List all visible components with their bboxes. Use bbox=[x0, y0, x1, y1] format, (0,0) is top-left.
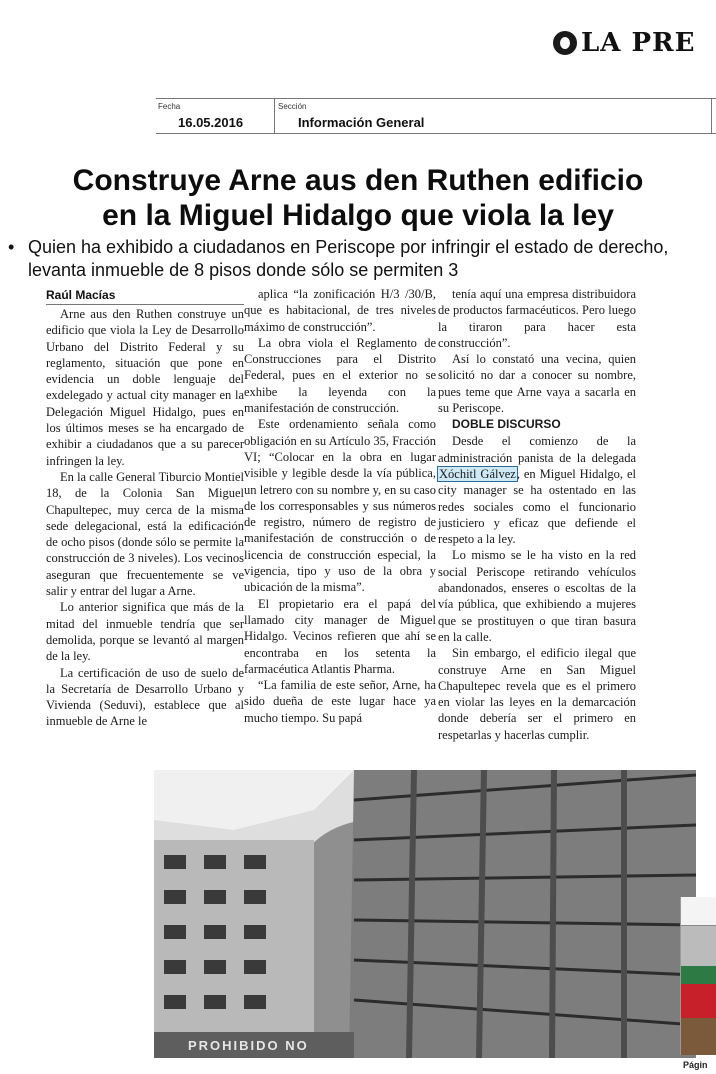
thumb-block bbox=[681, 897, 716, 926]
paragraph bbox=[438, 433, 636, 547]
paragraph: La obra viola el Reglamento de Construcciones para el Distrito Federal, pues en el exterior no se exhibe la leyenda con la manifestación de construcción. bbox=[244, 335, 436, 416]
paragraph: Así lo constató una vecina, quien solicitó no dar a conocer su nombre, pues teme que Arne vaya a sacarla en su Periscope. bbox=[438, 352, 636, 416]
paragraph: Este ordenamiento señala como obligación en su Artículo 35, Fracción VI; “Colocar en la obra en lugar visible y legible desde la vía pública, un letrero con su nombre y, en su caso de los corresponsables y sus números de registro, número de registro de manifestación de construcción o de licencia de construcción especial, la vigencia, tipo y uso de la obra y ubicación de la misma”. bbox=[244, 417, 436, 595]
paragraph: En la calle General Tiburcio Montiel 18, de la Colonia San Miguel Chapultepec, muy cerca de la misma sede delegacional, está la edificación de ocho pisos (donde sólo se permite la construcción de 3 niveles). Los vecinos aseguran que frecuentemente se ve salir y entrar del lugar a Arne. bbox=[46, 469, 244, 599]
article-column-2 bbox=[244, 286, 436, 726]
paragraph: Arne aus den Ruthen construye un edificio que viola la Ley de Desarrollo Urbano del Distrito Federal y su reglamento, situación que pone en evidencia un doble lenguaje del exdelegado y actual city manager en la Delegación Miguel Hidalgo, pues en los últimos meses se ha encargado de exhibir a ciudadanos que a su parecer infringen la ley. bbox=[46, 307, 244, 468]
paragraph: aplica “la zonificación H/3 /30/B, que es habitacional, de tres niveles máximo de construcción”. bbox=[244, 287, 436, 334]
paragraph-text: Desde el comienzo de la administración panista de la delegada bbox=[438, 434, 636, 465]
masthead-logo bbox=[553, 28, 716, 58]
prohibido-sign: PROHIBIDO NO bbox=[188, 1038, 309, 1053]
thumb-block bbox=[681, 926, 716, 966]
page-thumbnail bbox=[680, 897, 716, 1055]
page-label: Págin bbox=[683, 1060, 708, 1070]
meta-divider bbox=[711, 99, 712, 133]
bullet: • bbox=[8, 237, 15, 257]
byline: Raúl Macías bbox=[46, 288, 116, 302]
paragraph: Lo mismo se le ha visto en la red social Periscope retirando vehículos abandonados, enseres o escoltas de la vía pública, que exhibiendo a mujeres que se prostituyen o que tiran basura en la calle. bbox=[438, 548, 636, 644]
meta-divider bbox=[274, 99, 275, 133]
subheadline bbox=[8, 236, 708, 282]
seal-icon bbox=[553, 31, 577, 55]
headline-line-1: Construye Arne aus den Ruthen edificio bbox=[72, 164, 644, 197]
section-subtitle: DOBLE DISCURSO bbox=[452, 417, 561, 432]
paragraph: tenía aquí una empresa distribuidora de productos farmacéuticos. Pero luego la tiraron para hacer esta construcción”. bbox=[438, 287, 636, 350]
byline-rule bbox=[46, 304, 244, 305]
publication-name: LA PRE bbox=[581, 28, 696, 58]
highlighted-name: Xóchitl Gálvez bbox=[439, 466, 516, 481]
seccion-value: Información General bbox=[298, 115, 425, 130]
building-photo bbox=[154, 770, 696, 1058]
paragraph: La certificación de uso de suelo de la Secretaría de Desarrollo Urbano y Vivienda (Seduvi), establece que al inmueble de Arne le bbox=[46, 665, 244, 729]
subheadline-text: Quien ha exhibido a ciudadanos en Periscope por infringir el estado de derecho, levanta inmueble de 8 pisos donde sólo se permiten 3 bbox=[28, 237, 669, 280]
headline-line-2: en la Miguel Hidalgo que viola la ley bbox=[102, 199, 614, 232]
paragraph: “La familia de este señor, Arne, ha sido dueña de este lugar hace ya mucho tiempo. Su papá bbox=[244, 678, 436, 725]
headline bbox=[10, 163, 706, 233]
paragraph: Lo anterior significa que más de la mitad del inmueble tendría que ser demolida, porque se levantó al margen de la ley. bbox=[46, 600, 244, 664]
thumb-block bbox=[681, 1018, 716, 1055]
paragraph-text: , en Miguel Hidalgo, el city manager se ha ostentado en las redes sociales como el funcionario justiciero y eficaz que defiende el respeto a la ley. bbox=[438, 466, 637, 547]
article-column-1 bbox=[46, 306, 244, 730]
thumb-block bbox=[681, 966, 716, 984]
fecha-value: 16.05.2016 bbox=[178, 115, 244, 130]
thumb-block bbox=[681, 984, 716, 1018]
seccion-label: Sección bbox=[278, 102, 307, 111]
article-column-3 bbox=[438, 286, 636, 743]
meta-bar bbox=[156, 98, 716, 134]
paragraph: El propietario era el papá del llamado city manager de Miguel Hidalgo. Vecinos refieren que ahí se encontraba en los setenta la farmacéutica Atlantis Pharma. bbox=[244, 596, 436, 676]
paragraph: Sin embargo, el edificio ilegal que construye Arne en San Miguel Chapultepec revela que es el primero en violar las leyes en la demarcación donde debería ser el primero en respetarlas y hacerlas cumplir. bbox=[438, 646, 636, 742]
building-photo-drawing bbox=[154, 770, 696, 1058]
fecha-label: Fecha bbox=[158, 102, 181, 111]
